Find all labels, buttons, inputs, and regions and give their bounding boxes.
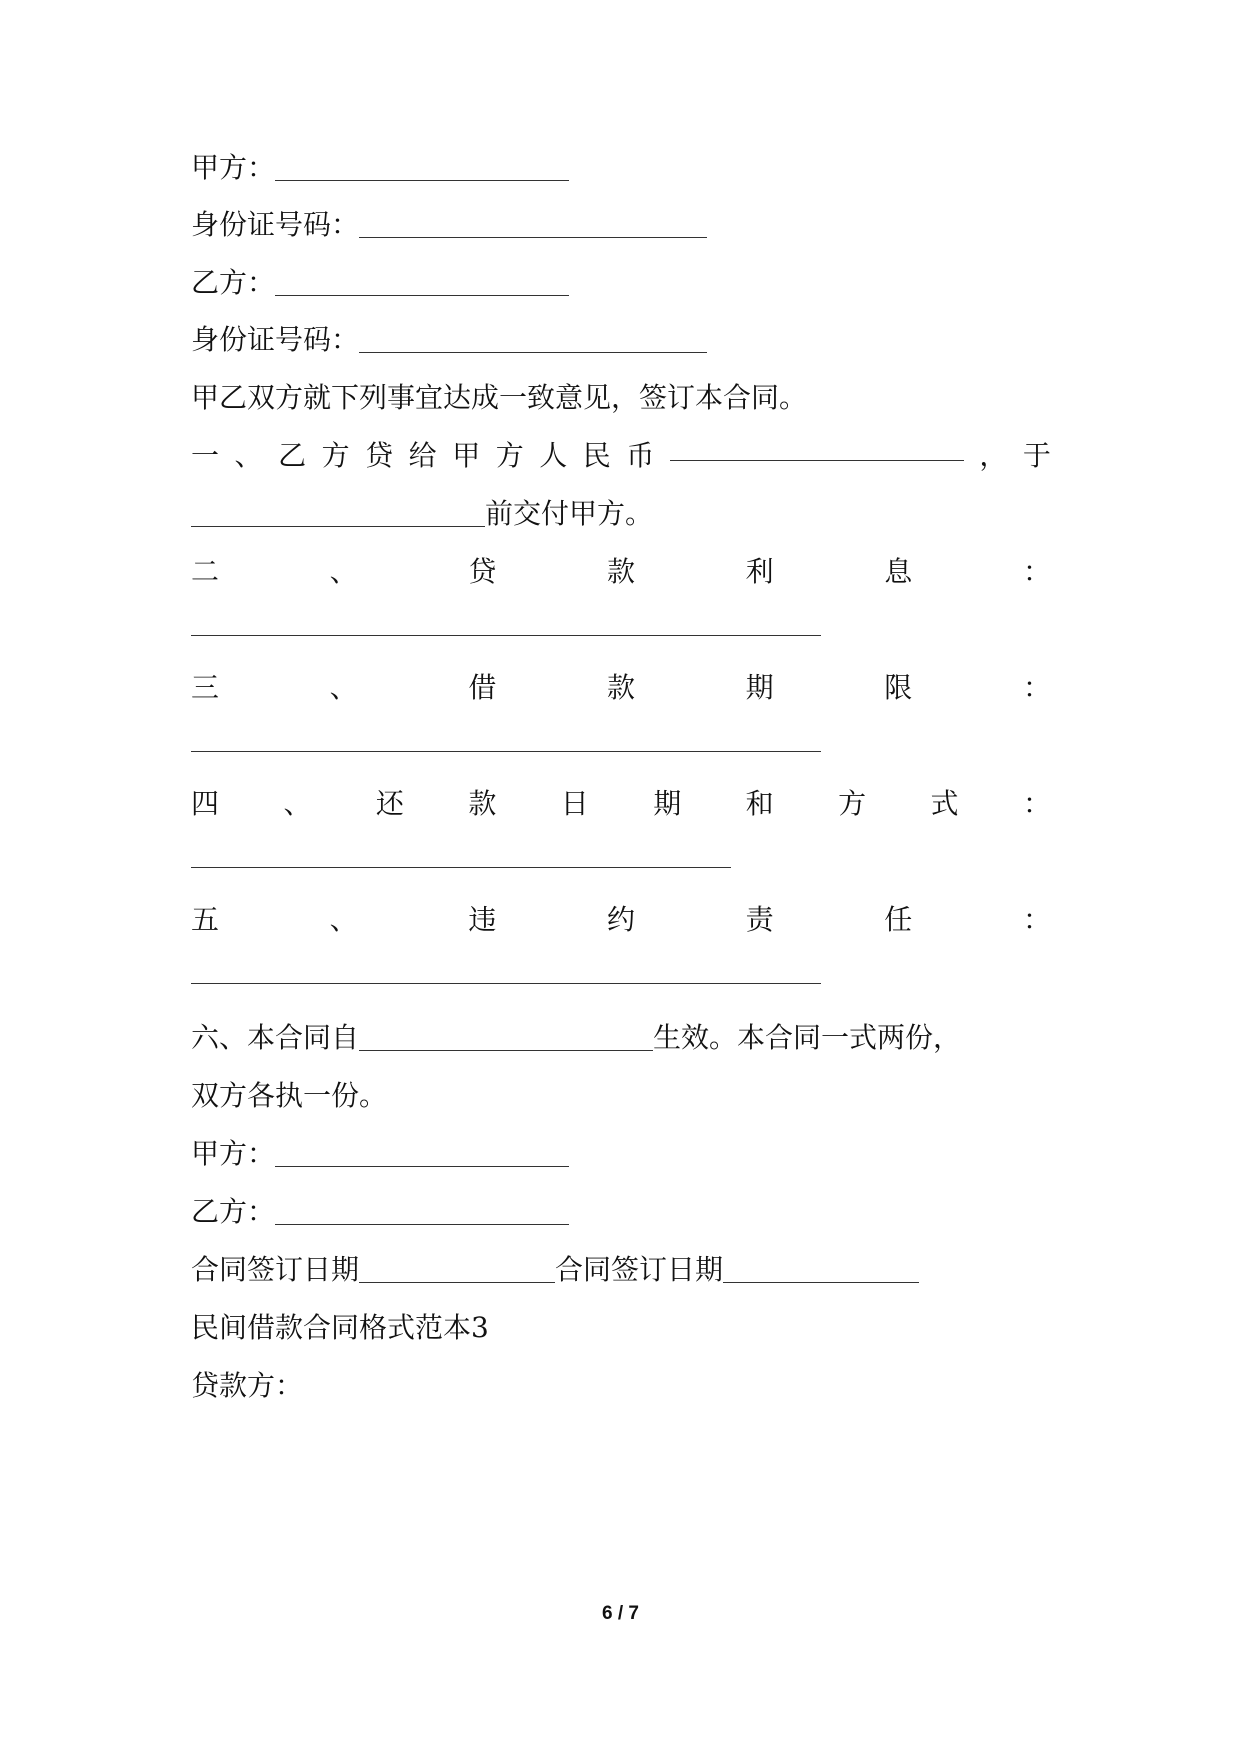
id-number-label: 身份证号码： [191,208,360,241]
clause-4-char: 和 [745,787,774,820]
clause-2-char: 贷 [468,555,497,588]
party-a-line [191,148,569,188]
sign-date-line [191,1250,919,1290]
party-a-signature-blank[interactable] [275,1142,569,1167]
sign-date-label: 合同签订日期 [555,1253,724,1286]
sign-date-blank-1[interactable] [359,1258,555,1283]
clause-3-char: 限 [884,671,913,704]
clause-1-tail: 前交付甲方。 [485,497,654,530]
loan-term-blank[interactable] [191,751,821,752]
id-number-label: 身份证号码： [191,323,360,356]
party-b-label: 乙方： [191,1195,276,1228]
sign-date-label: 合同签订日期 [191,1253,360,1286]
clause-2-char: 息 [884,555,913,588]
clause-2-char: 款 [606,555,635,588]
clause-3-char: 、 [329,671,358,704]
clause-4-char: 、 [283,787,312,820]
clause-1-char: 民 [582,439,611,472]
clause-4-char: 式 [930,787,959,820]
clause-1-line [191,436,1051,476]
clause-2-char: ： [1022,555,1051,588]
party-b-line [191,263,569,303]
signature-party-a [191,1134,569,1174]
clause-4-heading [191,784,1051,824]
effective-date-blank[interactable] [359,1026,653,1051]
party-b-signature-blank[interactable] [275,1200,569,1225]
clause-1-char: 人 [539,439,568,472]
clause-4-char: 款 [468,787,497,820]
clause-4-char: 四 [191,787,220,820]
delivery-date-blank[interactable] [191,502,485,527]
clause-3-char: 借 [468,671,497,704]
clause-4-char: 方 [838,787,867,820]
clause-1-char: 给 [408,439,437,472]
clause-5-char: 约 [606,903,635,936]
template-3-title: 民间借款合同格式范本3 [191,1311,489,1344]
clause-5-char: 违 [468,903,497,936]
party-a-id-line [191,205,707,245]
clause-2-heading [191,552,1051,592]
party-b-id-blank[interactable] [359,328,707,353]
clause-6-tail: 生效。本合同一式两份， [653,1021,962,1054]
clause-1-char: 、 [234,439,263,472]
clause-2-char: 利 [745,555,774,588]
party-b-id-line [191,320,707,360]
clause-3-heading [191,668,1051,708]
clause-1-yu: 于 [1022,439,1051,472]
clause-4-char: 日 [560,787,589,820]
party-b-blank[interactable] [275,271,569,296]
clause-4-char: ： [1022,787,1051,820]
signature-party-b [191,1192,569,1232]
clause-3-char: 期 [745,671,774,704]
party-b-label: 乙方： [191,266,276,299]
liability-blank[interactable] [191,983,821,984]
clause-5-char: 五 [191,903,220,936]
clause-1-char: 乙 [278,439,307,472]
clause-2-char: 、 [329,555,358,588]
party-a-id-blank[interactable] [359,213,707,238]
clause-5-char: 、 [329,903,358,936]
lender-label: 贷款方： [191,1369,304,1402]
clause-5-char: 责 [745,903,774,936]
clause-6-line-2: 双方各执一份。 [191,1079,388,1112]
party-a-label: 甲方： [191,1137,276,1170]
clause-1-char: 方 [321,439,350,472]
intro-paragraph: 甲乙双方就下列事宜达成一致意见，签订本合同。 [191,381,808,414]
clause-1-char: 甲 [452,439,481,472]
party-a-blank[interactable] [275,156,569,181]
clause-2-char: 二 [191,555,220,588]
clause-5-char: ： [1022,903,1051,936]
interest-blank[interactable] [191,635,821,636]
clause-4-char: 还 [375,787,404,820]
clause-3-char: 款 [606,671,635,704]
clause-1-char: 方 [495,439,524,472]
clause-5-heading [191,900,1051,940]
clause-4-char: 期 [653,787,682,820]
clause-1-line-2 [191,494,653,534]
clause-6-line [191,1018,961,1058]
clause-6-head: 六、本合同自 [191,1021,360,1054]
clause-1-char: 一 [191,439,220,472]
clause-1-char: 币 [626,439,655,472]
clause-3-char: 三 [191,671,220,704]
page-indicator: 6 / 7 [602,1603,639,1624]
clause-1-char: 贷 [365,439,394,472]
clause-1-comma: ， [979,439,1008,472]
sign-date-blank-2[interactable] [723,1258,919,1283]
clause-5-char: 任 [884,903,913,936]
repayment-blank[interactable] [191,867,731,868]
clause-3-char: ： [1022,671,1051,704]
loan-amount-blank[interactable] [670,436,964,461]
party-a-label: 甲方： [191,151,276,184]
